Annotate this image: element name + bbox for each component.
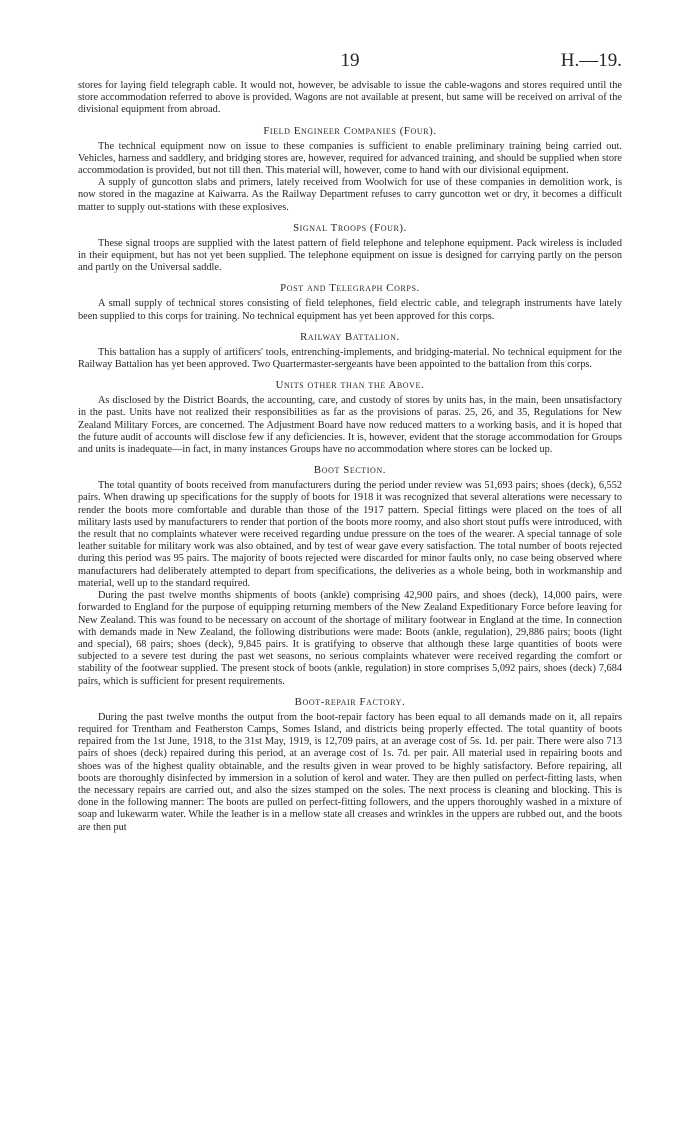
paragraph: A small supply of technical stores consisting of field telephones, field electric cable, and telegraph instruments have lately been supplied to this corps for training. No technical equipment has yet been approved for this corps.: [78, 298, 622, 322]
paragraph: This battalion has a supply of artificers' tools, entrenching-implements, and bridging-material. No technical equipment for the Railway Battalion has yet been approved. Two Quartermaster-sergeants have been appointed to the battalion from this corps.: [78, 346, 622, 371]
section-heading-boot-section: Boot Section.: [313, 464, 387, 477]
paragraph: The technical equipment now on issue to these companies is sufficient to enable preliminary training being carried out. Vehicles, harness and saddlery, and bridging stores are, however, required for advanced training, and should be supplied when store accommodation is provided, but not till then. This material will, however, come to hand with our divisional equipment.: [78, 140, 622, 177]
paragraph: During the past twelve months the output from the boot-repair factory has been equal to all demands made on it, all repairs required for Trentham and Featherston Camps, Somes Island, and districts being properly effected. The total quantity of boots repaired from the 1st June, 1918, to the 31st May, 1919, is 12,709 pairs, at an average cost of 5s. 1d. per pair. There were also 713 pairs of shoes (deck) repaired during this period, at an average cost of 1s. 7d. per pair. All material used in repairing boots and shoes was of the highest quality obtainable, and the results given in wear proved to be highly satisfactory. Before repairing, all boots are thoroughly disinfected by immersion in a solution of kerol and water. They are then pulled on perfect-fitting lasts, when the necessary repairs are carried out, and also the sizes stamped on the soles. The next process is cleaning and blocking. This is done in the following manner: The boots are pulled on perfect-fitting followers, and the uppers thoroughly washed in a mixture of soap and lukewarm water. While the leather is in a mellow state all creases and wrinkles in the uppers are rubbed out, and the boots are then put: [78, 711, 622, 833]
intro-paragraph: stores for laying field telegraph cable. It would not, however, be advisable to issue the cable-wagons and stores required until the store accommodation referred to above is provided. Wagons are not available at present, but same will be received on arrival of the divisional equipment from abroad.: [78, 80, 622, 116]
paragraph: During the past twelve months shipments of boots (ankle) comprising 42,900 pairs, and shoes (deck), 14,000 pairs, were forwarded to England for the purpose of equipping returning members of the New Zealand Expeditionary Force before leaving for New Zealand. This was found to be necessary on account of the shortage of military footwear in England at the time. In connection with demands made in New Zealand, the following distributions were made: Boots (ankle, regulation), 29,886 pairs; boots (light and special), 68 pairs; shoes (deck), 9,845 pairs. It is gratifying to observe that although these large quantities of boots were subjected to a severe test during the past wet seasons, no serious complaints whatever were received regarding the comfort or stability of the footwear supplied. The present stock of boots (ankle, regulation) in store comprises 5,092 pairs, shoes (deck) 7,684 pairs, which is sufficient for present requirements.: [78, 590, 622, 687]
paragraph: A supply of guncotton slabs and primers, lately received from Woolwich for use of these companies in demolition work, is now stored in the magazine at Kaiwarra. As the Railway Department refuses to carry guncotton wet or dry, it becomes a difficult matter to supply out-stations with these explosives.: [78, 177, 622, 213]
page-number: 19: [340, 50, 360, 71]
section-heading-signal-troops: Signal Troops (Four).: [293, 221, 407, 234]
document-page: [78, 50, 622, 834]
section-heading-other-units: Units other than the Above.: [275, 379, 425, 392]
paragraph: These signal troops are supplied with the latest pattern of field telephone and telephone equipment. Pack wireless is included in their equipment, but has not yet been supplied. The telephone equipment on issue is designed for carrying partly on the person and partly on the Universal saddle.: [78, 237, 622, 274]
document-reference: H.—19.: [560, 50, 622, 71]
section-heading-field-engineer: Field Engineer Companies (Four).: [263, 124, 437, 137]
paragraph: The total quantity of boots received from manufacturers during the period under review was 51,693 pairs; shoes (deck), 6,552 pairs. When drawing up specifications for the supply of boots for 1918 it was recognized that several alterations were necessary to render the boots more comfortable and durable than those of the 1917 pattern. Special fittings were placed on the toes of all military lasts used by manufacturers to render that portion of the boots more roomy, and also short stout puffs were introduced, with the result that no complaints whatever were received regarding undue pressure on the toes of the wearer. A special tannage of sole leather suitable for military work was also obtained, and by test of wear gave every satisfaction. The total number of boots rejected during this period was 95 pairs. The majority of boots rejected were discarded for minor faults only, no case being observed where manufacturers had deliberately attempted to depart from specifications, the deliveries as a whole being, both in workmanship and material, well up to the standard required.: [78, 480, 622, 589]
section-heading-boot-repair: Boot-repair Factory.: [294, 695, 406, 708]
section-heading-railway-battalion: Railway Battalion.: [300, 330, 400, 343]
page-header: [78, 50, 622, 80]
paragraph: As disclosed by the District Boards, the accounting, care, and custody of stores by units has, in the main, been unsatisfactory in the past. Units have not realized their responsibilities as far as the provisions of paras. 25, 26, and 35, Regulations for New Zealand Military Forces, are concerned. The Adjustment Board have now reduced matters to a working basis, and it is hoped that the future audit of accounts will disclose few if any deficiencies. It is, however, evident that the storage accommodation for Groups and units is inadequate—in fact, in many instances Groups have no accommodation where stores can be locked up.: [78, 395, 622, 456]
section-heading-post-telegraph: Post and Telegraph Corps.: [280, 282, 420, 295]
